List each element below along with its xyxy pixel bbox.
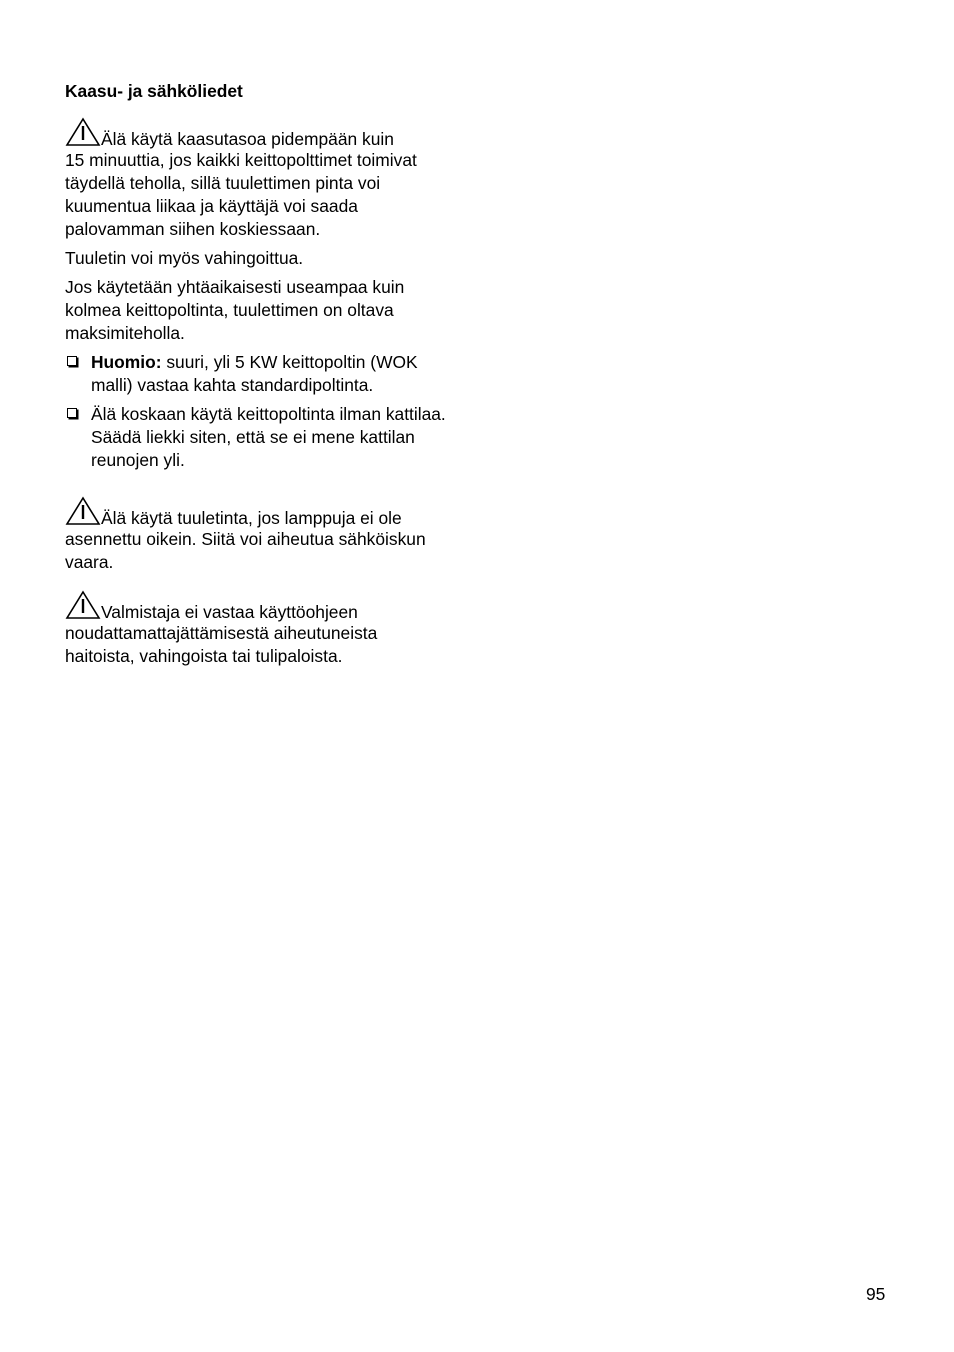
warning-block-2: [65, 496, 450, 574]
warning-text-1a: Älä käytä kaasutasoa pidempään kuin: [101, 129, 394, 149]
warning-triangle-icon: [65, 496, 101, 526]
warning-block-3: [65, 590, 450, 668]
content-column: [65, 80, 450, 674]
warning-text-3a: Valmistaja ei vastaa käyttöohjeen: [101, 602, 358, 622]
warning-triangle-icon: [65, 117, 101, 147]
bullet-bold-label: Huomio:: [91, 352, 162, 372]
checkbox-square-icon: [67, 356, 77, 366]
bullet-list: [65, 351, 450, 472]
page-number: 95: [866, 1284, 886, 1304]
warning-first-line-2: [65, 496, 450, 528]
warning-triangle-icon: [65, 590, 101, 620]
warning-text-1b: 15 minuuttia, jos kaikki keittopolttimet toimivat täydellä teholla, sillä tuulettimen pinta voi kuumentua liikaa ja käyttäjä voi saada palovamman siihen koskiessaan.: [65, 150, 417, 239]
warning-first-line-3: [65, 590, 450, 622]
section-heading: Kaasu- ja sähköliedet: [65, 81, 243, 101]
warning-block-1: [65, 117, 450, 241]
warning-text-2b: asennettu oikein. Siitä voi aiheutua sähköiskun vaara.: [65, 529, 426, 572]
paragraph-fan-damage: Tuuletin voi myös vahingoittua.: [65, 248, 304, 268]
bullet-text: Älä koskaan käytä keittopoltinta ilman kattilaa. Säädä liekki siten, että se ei mene kattilan reunojen yli.: [91, 404, 446, 470]
paragraph-max-power: Jos käytetään yhtäaikaisesti useampaa kuin kolmea keittopoltinta, tuulettimen on oltava maksimiteholla.: [65, 277, 405, 343]
warning-text-2a: Älä käytä tuuletinta, jos lamppuja ei ole: [101, 508, 402, 528]
list-item: [65, 403, 450, 472]
checkbox-square-icon: [67, 408, 77, 418]
warning-text-3b: noudattamattajättämisestä aiheutuneista haitoista, vahingoista tai tulipaloista.: [65, 623, 378, 666]
list-item: [65, 351, 450, 397]
bullet-text: suuri, yli 5 KW keittopoltin (WOK malli) vastaa kahta standardipoltinta.: [91, 352, 418, 395]
warning-first-line-1: [65, 117, 450, 149]
